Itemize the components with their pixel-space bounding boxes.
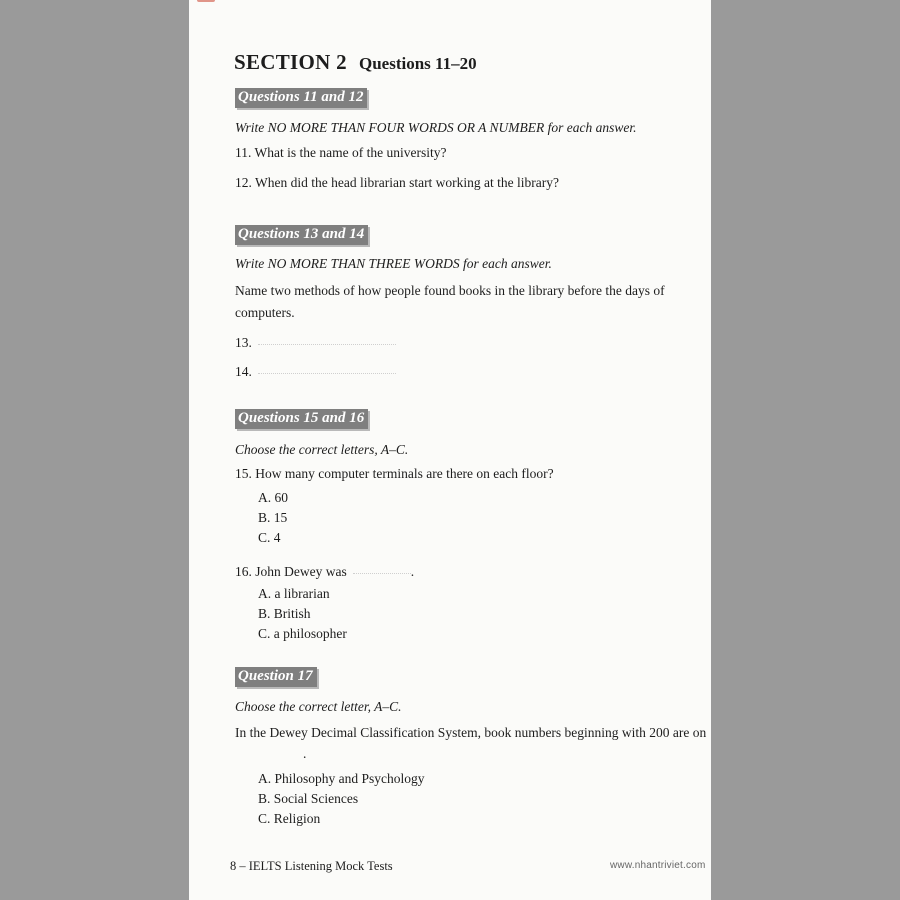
badge-question-17: Question 17 <box>235 667 317 687</box>
question-17-blank-line <box>303 746 306 762</box>
question-12: 12. When did the head librarian start working at the library? <box>235 175 560 190</box>
q16-option-a: A. a librarian <box>258 586 330 601</box>
section-subtitle: Questions 11–20 <box>358 54 477 73</box>
badge-questions-15-16: Questions 15 and 16 <box>235 409 368 429</box>
instruction-11-12: Write NO MORE THAN FOUR WORDS OR A NUMBER for each answer. <box>235 120 637 135</box>
badge-questions-13-14: Questions 13 and 14 <box>235 225 368 245</box>
q17-option-a: A. Philosophy and Psychology <box>258 771 425 786</box>
prompt-13-14-line1: Name two methods of how people found books in the library before the days of <box>235 283 665 298</box>
page-corner-mark <box>197 0 215 2</box>
instruction-13-14: Write NO MORE THAN THREE WORDS for each answer. <box>235 256 552 271</box>
section-title: SECTION 2 <box>234 50 347 74</box>
question-13 <box>235 335 396 351</box>
instruction-17: Choose the correct letter, A–C. <box>235 699 402 714</box>
answer-blank-13[interactable] <box>258 343 396 345</box>
question-14 <box>235 364 396 380</box>
question-16-stem: 16. John Dewey was <box>235 564 347 579</box>
question-17-period: . <box>303 746 307 761</box>
q15-option-c: C. 4 <box>258 530 281 545</box>
q15-option-a: A. 60 <box>258 490 288 505</box>
footer-page-label: 8 – IELTS Listening Mock Tests <box>230 859 393 873</box>
book-page <box>189 0 711 900</box>
question-15: 15. How many computer terminals are there on each floor? <box>235 466 554 481</box>
question-14-number: 14. <box>235 364 252 379</box>
q15-option-b: B. 15 <box>258 510 288 525</box>
answer-blank-14[interactable] <box>258 372 396 374</box>
q17-option-b: B. Social Sciences <box>258 791 359 806</box>
question-11: 11. What is the name of the university? <box>235 145 447 160</box>
section-heading <box>234 50 477 75</box>
question-13-number: 13. <box>235 335 252 350</box>
question-17-stem: In the Dewey Decimal Classification System, book numbers beginning with 200 are on <box>235 725 707 740</box>
answer-blank-16[interactable] <box>353 572 411 574</box>
instruction-15-16: Choose the correct letters, A–C. <box>235 442 409 457</box>
prompt-13-14-line2: computers. <box>235 305 295 320</box>
q17-option-c: C. Religion <box>258 811 321 826</box>
question-16-period: . <box>410 564 415 579</box>
badge-questions-11-12: Questions 11 and 12 <box>235 88 367 108</box>
q16-option-b: B. British <box>258 606 311 621</box>
q16-option-c: C. a philosopher <box>258 626 347 641</box>
question-16 <box>235 564 414 580</box>
footer-website: www.nhantriviet.com <box>610 860 706 871</box>
